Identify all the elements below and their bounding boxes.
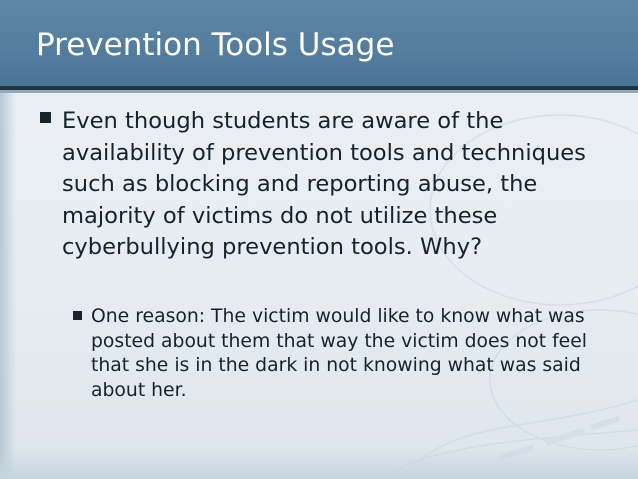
bullet-text: Even though students are aware of the availability of prevention tools and techniques such as blocking and reporting abuse, the majority of victims do not utilize these cyberbullying prevention tools. Why? [62,108,586,260]
square-sub-bullet-icon [73,311,82,320]
left-edge-shade [0,93,16,479]
slide-title: Prevention Tools Usage [36,27,395,63]
sub-bullet-text: One reason: The victim would like to know what was posted about them that way the victim does not feel that she is in the dark in not knowing what was said about her. [91,306,588,401]
title-divider-highlight [0,90,638,93]
square-bullet-icon [40,112,51,123]
title-bar [0,0,638,86]
bottom-band [0,448,638,479]
